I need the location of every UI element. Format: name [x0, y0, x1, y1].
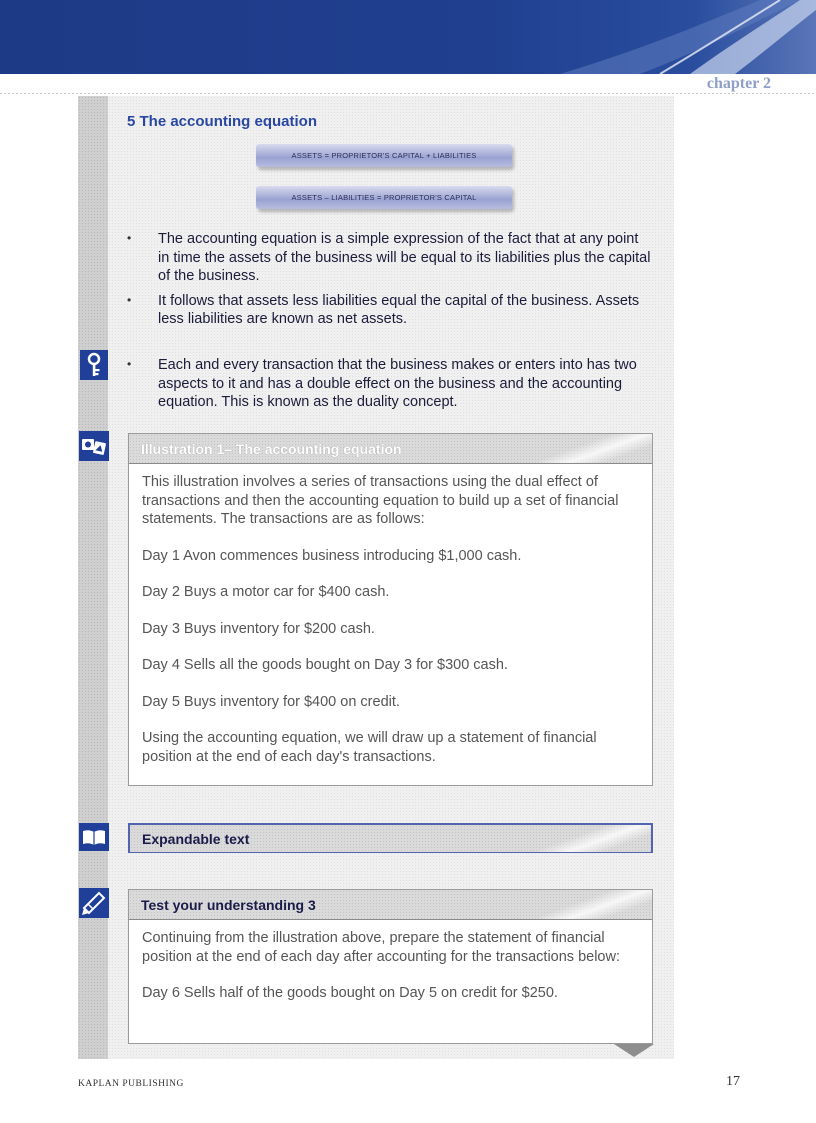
bullet-item — [127, 292, 652, 329]
illustration-paragraph: Day 1 Avon commences business introducing $1,000 cash. — [142, 547, 522, 564]
test-understanding-paragraph: Day 6 Sells half of the goods bought on Day 5 on credit for $250. — [142, 985, 558, 1001]
expandable-text-box[interactable] — [128, 823, 653, 853]
header-banner — [0, 0, 816, 74]
illustration-paragraph: Day 4 Sells all the goods bought on Day 3 for $300 cash. — [142, 657, 508, 673]
book-icon — [79, 822, 109, 852]
test-pen-icon — [79, 888, 109, 918]
footer-publisher: KAPLAN PUBLISHING — [78, 1079, 184, 1089]
chapter-label: chapter 2 — [706, 75, 771, 92]
illustration-body — [129, 464, 652, 776]
equation-bar-1: ASSETS = PROPRIETOR'S CAPITAL + LIABILITIES — [256, 144, 512, 167]
illustration-paragraph: Day 3 Buys inventory for $200 cash. — [142, 620, 375, 637]
bullet-item — [127, 230, 652, 286]
bullet-text: The accounting equation is a simple expression of the fact that at any point in time the assets of the business will be equal to its liabilities plus the capital of the business. — [158, 231, 651, 284]
illustration-paragraph: Using the accounting equation, we will draw up a statement of financial position at the end of each day's transactions. — [142, 730, 597, 765]
test-understanding-paragraph: Continuing from the illustration above, prepare the statement of financial position at the end of each day after accounting for the transactions below: — [142, 930, 620, 965]
page-number: 17 — [726, 1074, 740, 1089]
equation-bar-2: ASSETS – LIABILITIES = PROPRIETOR'S CAPITAL — [256, 186, 512, 209]
bullet-text: It follows that assets less liabilities equal the capital of the business. Assets less liabilities are known as net assets. — [158, 292, 640, 327]
key-icon — [79, 350, 109, 380]
bullet-symbol: • — [127, 231, 132, 245]
illustration-paragraph: This illustration involves a series of transactions using the dual effect of transactions and then the accounting equation to build up a set of financial statements. The transactions are as follows: — [142, 474, 619, 527]
header-divider — [0, 93, 816, 94]
section-title: 5 The accounting equation — [127, 113, 318, 130]
illustration-title: Illustration 1– The accounting equation — [129, 434, 652, 464]
bullet-symbol: • — [127, 357, 132, 371]
test-understanding-box — [128, 889, 653, 1044]
bullet-list-key — [127, 356, 652, 412]
banner-swoosh-graphic — [0, 0, 816, 74]
bullet-list — [127, 230, 652, 329]
illustration-box — [128, 433, 653, 786]
illustration-paragraph: Day 5 Buys inventory for $400 on credit. — [142, 693, 400, 710]
expandable-title[interactable]: Expandable text — [130, 825, 651, 852]
test-understanding-title: Test your understanding 3 — [129, 890, 652, 920]
test-understanding-body — [129, 920, 652, 1013]
bullet-item — [127, 356, 652, 412]
box-corner-tab — [614, 1044, 654, 1057]
bullet-symbol: • — [127, 292, 132, 307]
illustration-paragraph: Day 2 Buys a motor car for $400 cash. — [142, 584, 390, 600]
bullet-text: Each and every transaction that the business makes or enters into has two aspects to it and has a double effect on the business and the accounting equation. This is known as the duality concept. — [158, 357, 637, 410]
illustration-icon — [79, 431, 109, 461]
